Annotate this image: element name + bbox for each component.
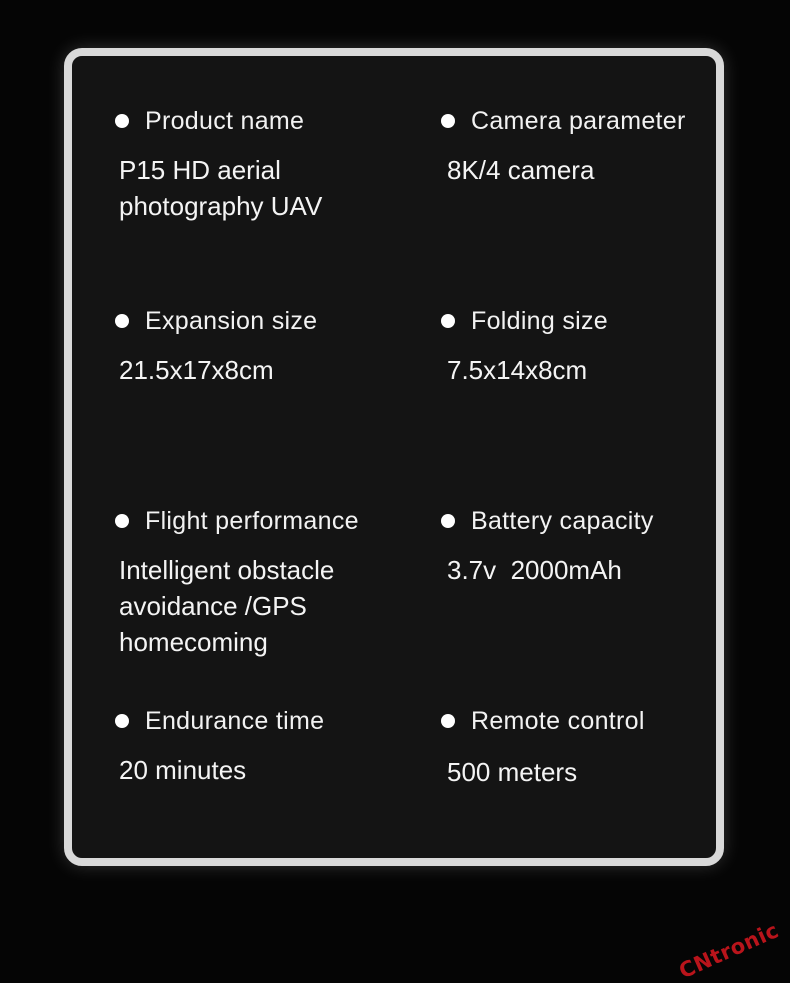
spec-value: 7.5x14x8cm	[447, 352, 608, 388]
spec-flight-performance	[115, 506, 359, 660]
spec-label: Remote control	[471, 707, 645, 736]
spec-battery-capacity	[441, 506, 654, 588]
spec-value: Intelligent obstacle avoidance /GPS homecoming	[119, 552, 359, 660]
spec-label: Endurance time	[145, 707, 324, 736]
bullet-icon	[115, 714, 129, 728]
spec-endurance-time	[115, 706, 324, 788]
bullet-icon	[115, 514, 129, 528]
spec-value: 20 minutes	[119, 752, 324, 788]
watermark-logo	[675, 918, 782, 983]
spec-camera-parameter	[441, 106, 686, 188]
spec-value: P15 HD aerial photography UAV	[119, 152, 322, 224]
bullet-icon	[441, 114, 455, 128]
bullet-icon	[441, 314, 455, 328]
spec-folding-size	[441, 306, 608, 388]
spec-value: 21.5x17x8cm	[119, 352, 317, 388]
bullet-icon	[441, 514, 455, 528]
spec-label: Flight performance	[145, 507, 359, 536]
spec-product-name	[115, 106, 322, 224]
spec-remote-control	[441, 706, 645, 790]
spec-label: Camera parameter	[471, 107, 686, 136]
spec-label: Product name	[145, 107, 304, 136]
spec-expansion-size	[115, 306, 317, 388]
spec-value: 3.7v 2000mAh	[447, 552, 654, 588]
spec-value: 8K/4 camera	[447, 152, 686, 188]
bullet-icon	[115, 314, 129, 328]
spec-label: Battery capacity	[471, 507, 654, 536]
spec-label: Folding size	[471, 307, 608, 336]
bullet-icon	[115, 114, 129, 128]
spec-label: Expansion size	[145, 307, 317, 336]
bullet-icon	[441, 714, 455, 728]
spec-value: 500 meters	[447, 754, 645, 790]
